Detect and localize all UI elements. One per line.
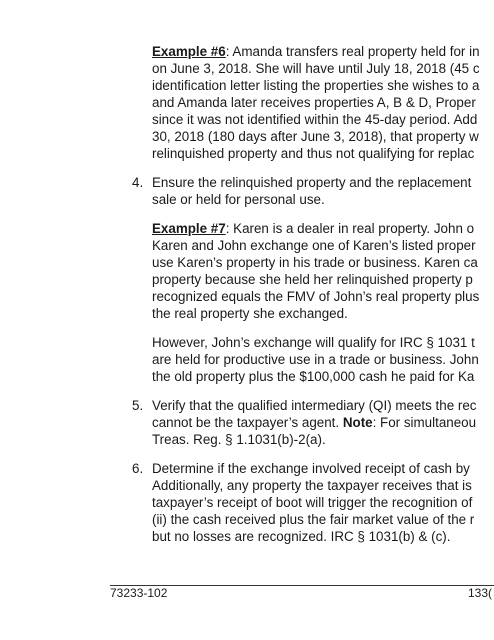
example-6-line-1: : Amanda transfers real property held for in [225,44,480,59]
item-5-line-2-pre: cannot be the taxpayer’s agent. [152,415,343,430]
example-6-title: Example #6 [152,44,226,59]
item-5-note-label: Note [342,415,373,430]
item-5-line-1: Verify that the qualified intermediary (QI) meets the rec [152,398,477,413]
example-7-first-line [152,221,474,237]
item-5-number: 5. [132,398,144,413]
john-para-line-3: the old property plus the $100,000 cash he paid for Ka [152,369,475,384]
example-7-title: Example #7 [152,221,226,236]
item-4-line-2: sale or held for personal use. [152,192,325,207]
footer-course-number: 73233-102 [110,586,168,600]
footer-rule [110,585,494,586]
example-6-line-3: identification letter listing the properties she wishes to a [152,78,480,93]
john-para-line-1: However, John’s exchange will qualify for IRC § 1031 t [152,335,475,350]
example-6-line-7: relinquished property and thus not qualifying for replac [152,146,475,161]
item-5-line-3: Treas. Reg. § 1.1031(b)-2(a). [152,432,326,447]
example-7-line-2: Karen and John exchange one of Karen’s listed proper [152,238,476,253]
item-5-line-2-post: : For simultaneou [372,415,477,430]
example-6-line-4: and Amanda later receives properties A, B & D, Proper [152,95,476,110]
example-6-line-6: 30, 2018 (180 days after June 3, 2018), that property w [152,129,479,144]
item-5-line-2 [152,415,476,431]
example-6-line-5: since it was not identified within the 45-day period. Add [152,112,478,127]
john-para-line-2: are held for productive use in a trade or business. John [152,352,479,367]
example-7-line-1: : Karen is a dealer in real property. John o [225,221,475,236]
item-4-number: 4. [132,175,144,190]
item-6-line-3: taxpayer’s receipt of boot will trigger the recognition of [152,495,473,510]
item-4-line-1: Ensure the relinquished property and the replacement [152,175,472,190]
item-6-line-2: Additionally, any property the taxpayer receives that is [152,478,472,493]
item-6-line-4: (ii) the cash received plus the fair market value of the r [152,512,475,527]
example-6-line-2: on June 3, 2018. She will have until July 18, 2018 (45 c [152,61,480,76]
example-7-line-5: recognized equals the FMV of John’s real property plus [152,289,480,304]
example-7-line-4: property because she held her relinquished property p [152,272,473,287]
example-7-line-3: use Karen’s property in his trade or business. Karen ca [152,255,478,270]
example-7-line-6: the real property she exchanged. [152,306,348,321]
item-6-line-1: Determine if the exchange involved receipt of cash by [152,461,470,476]
footer-page-number: 133( [468,586,493,600]
item-6-line-5: but no losses are recognized. IRC § 1031(b) & (c). [152,529,451,544]
example-6-first-line [152,44,480,60]
item-6-number: 6. [132,461,144,476]
